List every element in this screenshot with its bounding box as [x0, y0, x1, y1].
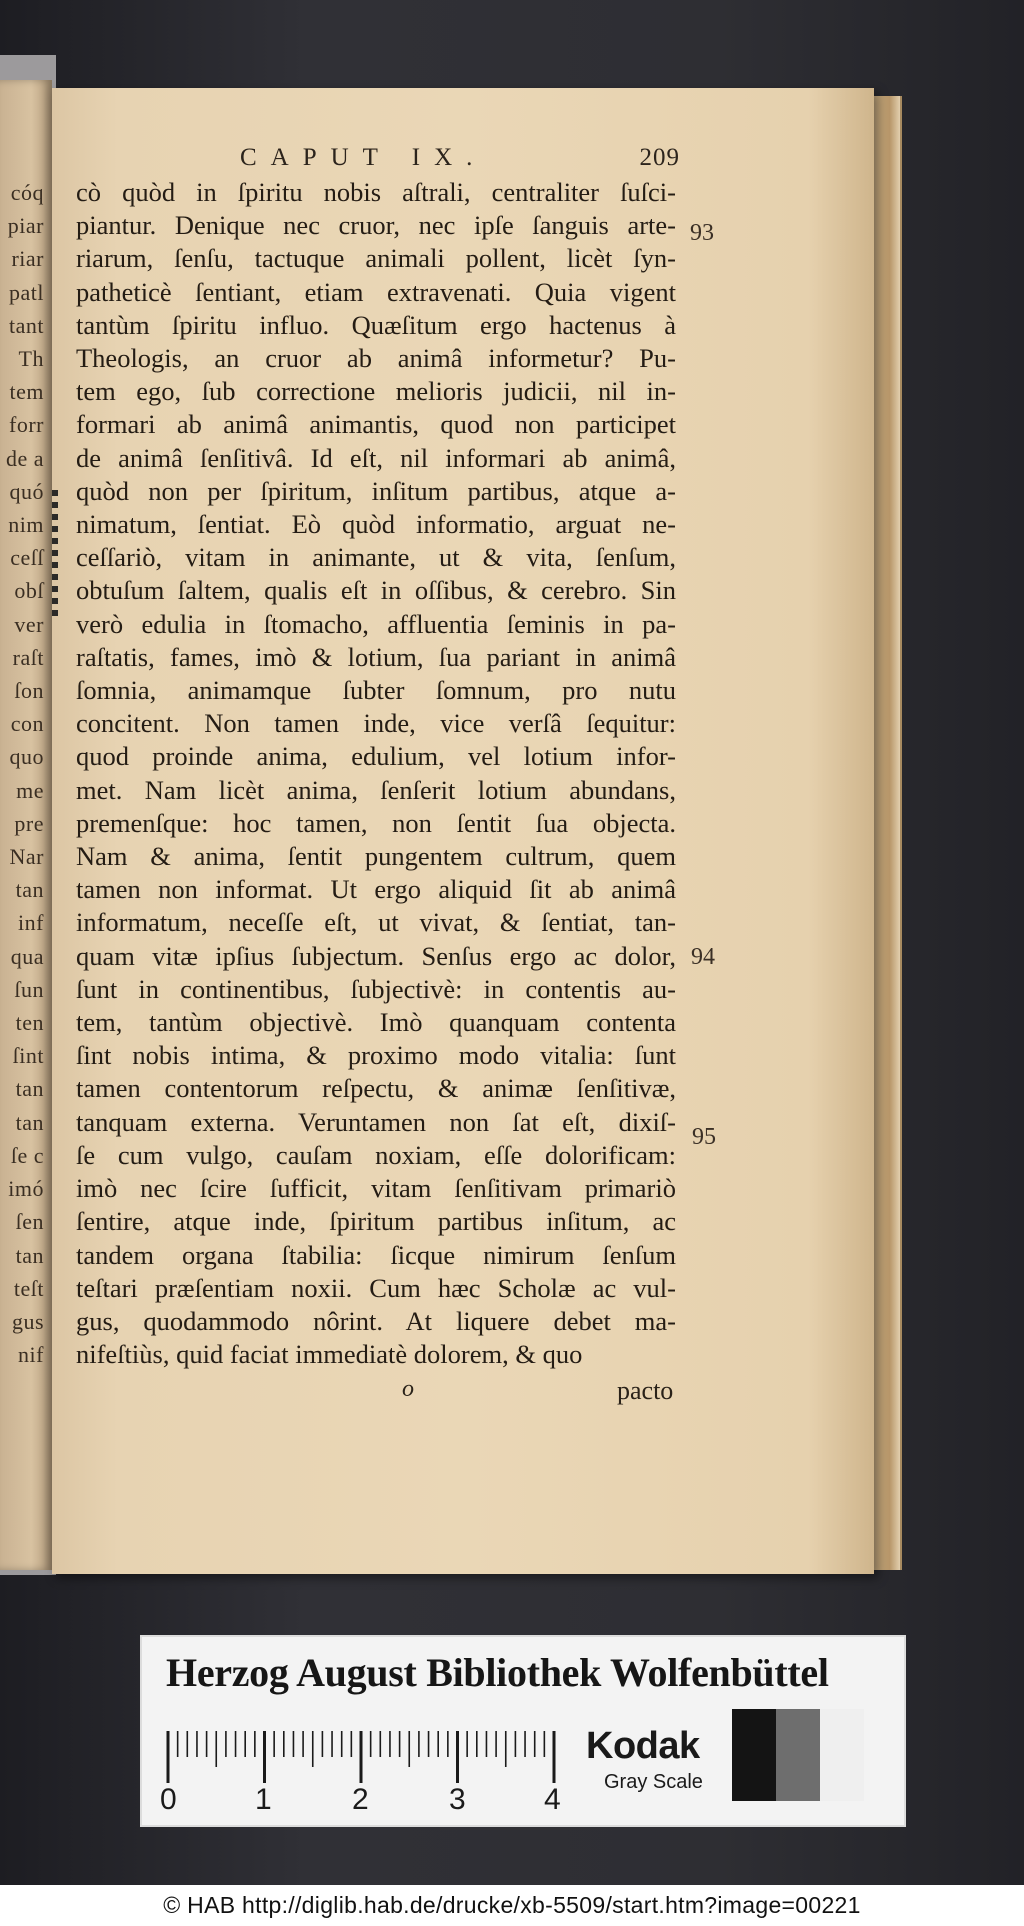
- text-line: tamen non informat. Ut ergo aliquid ſit ab animâ: [76, 874, 676, 905]
- ruler-number: 4: [544, 1783, 561, 1816]
- left-fragment: qua: [10, 943, 44, 969]
- text-line: raſtatis, fames, imò & lotium, ſua pariant in animâ: [76, 641, 676, 672]
- ruler-number: 2: [352, 1783, 369, 1816]
- text-line: concitent. Non tamen inde, vice verſâ ſequitur:: [76, 708, 676, 739]
- text-line: Theologis, an cruor ab animâ informetur? Pu-: [76, 343, 676, 374]
- folio-number: 209: [639, 144, 680, 171]
- left-fragment: tan: [15, 1076, 44, 1102]
- left-fragment: cóq: [10, 180, 44, 205]
- left-fragment: ſen: [15, 1209, 44, 1235]
- left-page-text-fragments: [0, 176, 48, 1371]
- left-fragment: gus: [11, 1308, 44, 1334]
- text-line: formari ab animâ animantis, quod non participet: [76, 409, 676, 440]
- text-line: tem, tantùm objectivè. Imò quanquam contenta: [76, 1007, 676, 1038]
- marginal-number: 95: [692, 1124, 716, 1150]
- left-fragment: pre: [14, 810, 44, 836]
- text-line: piantur. Denique nec cruor, nec ipſe ſanguis arte-: [76, 210, 676, 241]
- left-fragment: tan: [15, 877, 44, 903]
- gray-patches: [732, 1709, 864, 1801]
- catchword: pacto: [617, 1376, 674, 1405]
- marginal-number: 94: [691, 944, 715, 970]
- left-fragment: ſe c: [10, 1142, 44, 1168]
- left-fragment: quo: [9, 744, 44, 770]
- left-fragment: con: [10, 711, 44, 737]
- left-fragment: obſ: [14, 578, 44, 604]
- left-fragment: tan: [15, 1109, 44, 1135]
- text-line: de animâ ſenſitivâ. Id eſt, nil informari ab animâ,: [76, 442, 676, 473]
- text-line: ſentire, atque inde, ſpiritum partibus inſitum, ac: [76, 1206, 676, 1237]
- text-line: obtuſum ſaltem, qualis eſt in oſſibus, & cerebro. Sin: [76, 575, 676, 606]
- text-line: riarum, ſenſu, tactuque animali pollent, licèt ſyn-: [76, 243, 676, 274]
- left-fragment: riar: [11, 246, 44, 272]
- color-reference-card: [142, 1637, 904, 1825]
- library-name: Herzog August Bibliothek Wolfenbüttel: [166, 1650, 829, 1695]
- ruler-number: 3: [449, 1783, 466, 1816]
- text-line: tem ego, ſub correctione melioris judicii, nil in-: [76, 376, 676, 407]
- left-fragment: ſon: [14, 678, 44, 704]
- signature-mark: o: [402, 1376, 414, 1402]
- text-line: ſomnia, animamque ſubter ſomnum, pro nutu: [76, 675, 676, 706]
- left-fragment: quó: [9, 478, 44, 504]
- left-fragment: me: [16, 777, 44, 803]
- text-line: quod proinde anima, edulium, vel lotium infor-: [76, 741, 676, 772]
- text-line: tantùm ſpiritu influo. Quæſitum ergo hactenus à: [76, 309, 676, 340]
- text-line: nimatum, ſentiat. Eò quòd informatio, arguat ne-: [76, 509, 676, 540]
- left-fragment: tem: [9, 379, 44, 405]
- left-fragment: teſt: [13, 1275, 44, 1301]
- left-fragment: imó: [8, 1176, 44, 1202]
- ruler-scale: [166, 1727, 556, 1783]
- text-line: met. Nam licèt anima, ſenſerit lotium abundans,: [76, 774, 676, 805]
- text-line: quam vitæ ipſius ſubjectum. Senſus ergo ac dolor,: [76, 940, 676, 971]
- text-line: nifeſtiùs, quid faciat immediatè dolorem, & quo: [76, 1339, 583, 1370]
- text-line: ſe cum vulgo, cauſam noxiam, eſſe dolorificam:: [76, 1139, 676, 1170]
- text-line: ceſſariò, vitam in animante, ut & vita, ſenſum,: [76, 542, 676, 573]
- text-line: tandem organa ſtabilia: ſicque nimirum ſenſum: [76, 1239, 676, 1270]
- left-fragment: ceſſ: [10, 545, 44, 571]
- text-line: premenſque: hoc tamen, non ſentit ſua objecta.: [76, 807, 676, 838]
- left-fragment: Th: [18, 346, 44, 372]
- text-line: gus, quodammodo nôrint. At liquere debet ma-: [76, 1305, 676, 1336]
- page-body-text: [76, 176, 676, 1371]
- gray-patch: [820, 1709, 864, 1801]
- copyright-footer: © HAB http://diglib.hab.de/drucke/xb-5509/start.htm?image=00221: [0, 1885, 1024, 1926]
- marginal-number: 93: [690, 220, 714, 246]
- left-fragment: ten: [15, 1010, 44, 1036]
- running-head: CAPUT IX.: [240, 144, 487, 171]
- text-line: Nam & anima, ſentit pungentem cultrum, quem: [76, 841, 676, 872]
- left-fragment: ver: [14, 611, 44, 637]
- left-fragment: ſint: [12, 1043, 44, 1069]
- text-line: teſtari præſentiam noxii. Cum hæc Scholæ ac vul-: [76, 1272, 676, 1303]
- text-line: informatum, neceſſe eſt, ut vivat, & ſentiat, tan-: [76, 907, 676, 938]
- left-fragment: forr: [9, 412, 44, 438]
- text-line: tanquam externa. Veruntamen non ſat eſt, dixiſ-: [76, 1106, 676, 1137]
- left-fragment: tant: [9, 312, 44, 338]
- left-fragment: piar: [7, 213, 44, 239]
- ruler-number: 1: [255, 1783, 272, 1816]
- left-fragment: nif: [18, 1342, 44, 1368]
- text-line: cò quòd in ſpiritu nobis aſtrali, centraliter ſuſci-: [76, 177, 676, 207]
- left-fragment: Nar: [9, 844, 44, 870]
- gray-patch: [776, 1709, 820, 1801]
- text-line: verò edulia in ſtomacho, affluentia ſeminis in pa-: [76, 608, 676, 639]
- left-fragment: ſun: [14, 976, 44, 1002]
- left-fragment: tan: [15, 1242, 44, 1268]
- gray-scale-label: Gray Scale: [604, 1771, 703, 1793]
- gray-patch: [732, 1709, 776, 1801]
- ruler-numbers: [160, 1783, 580, 1819]
- left-fragment: patl: [9, 279, 44, 305]
- text-line: imò nec ſcire ſufficit, vitam ſenſitivam primariò: [76, 1173, 676, 1204]
- ruler-number: 0: [160, 1783, 177, 1816]
- text-line: quòd non per ſpiritum, inſitum partibus, atque a-: [76, 475, 676, 506]
- left-fragment: raſt: [12, 644, 44, 670]
- kodak-logo: Kodak: [586, 1725, 700, 1767]
- left-fragment: inf: [18, 910, 44, 936]
- text-line: ſunt in continentibus, ſubjectivè: in contentis au-: [76, 973, 676, 1004]
- left-fragment: de a: [5, 445, 44, 471]
- gutter-stitching: [52, 490, 58, 620]
- text-line: patheticè ſentiant, etiam extravenati. Quia vigent: [76, 276, 676, 307]
- left-fragment: nim: [8, 512, 44, 538]
- text-line: tamen contentorum reſpectu, & animæ ſenſitivæ,: [76, 1073, 676, 1104]
- text-line: ſint nobis intima, & proximo modo vitalia: ſunt: [76, 1040, 676, 1071]
